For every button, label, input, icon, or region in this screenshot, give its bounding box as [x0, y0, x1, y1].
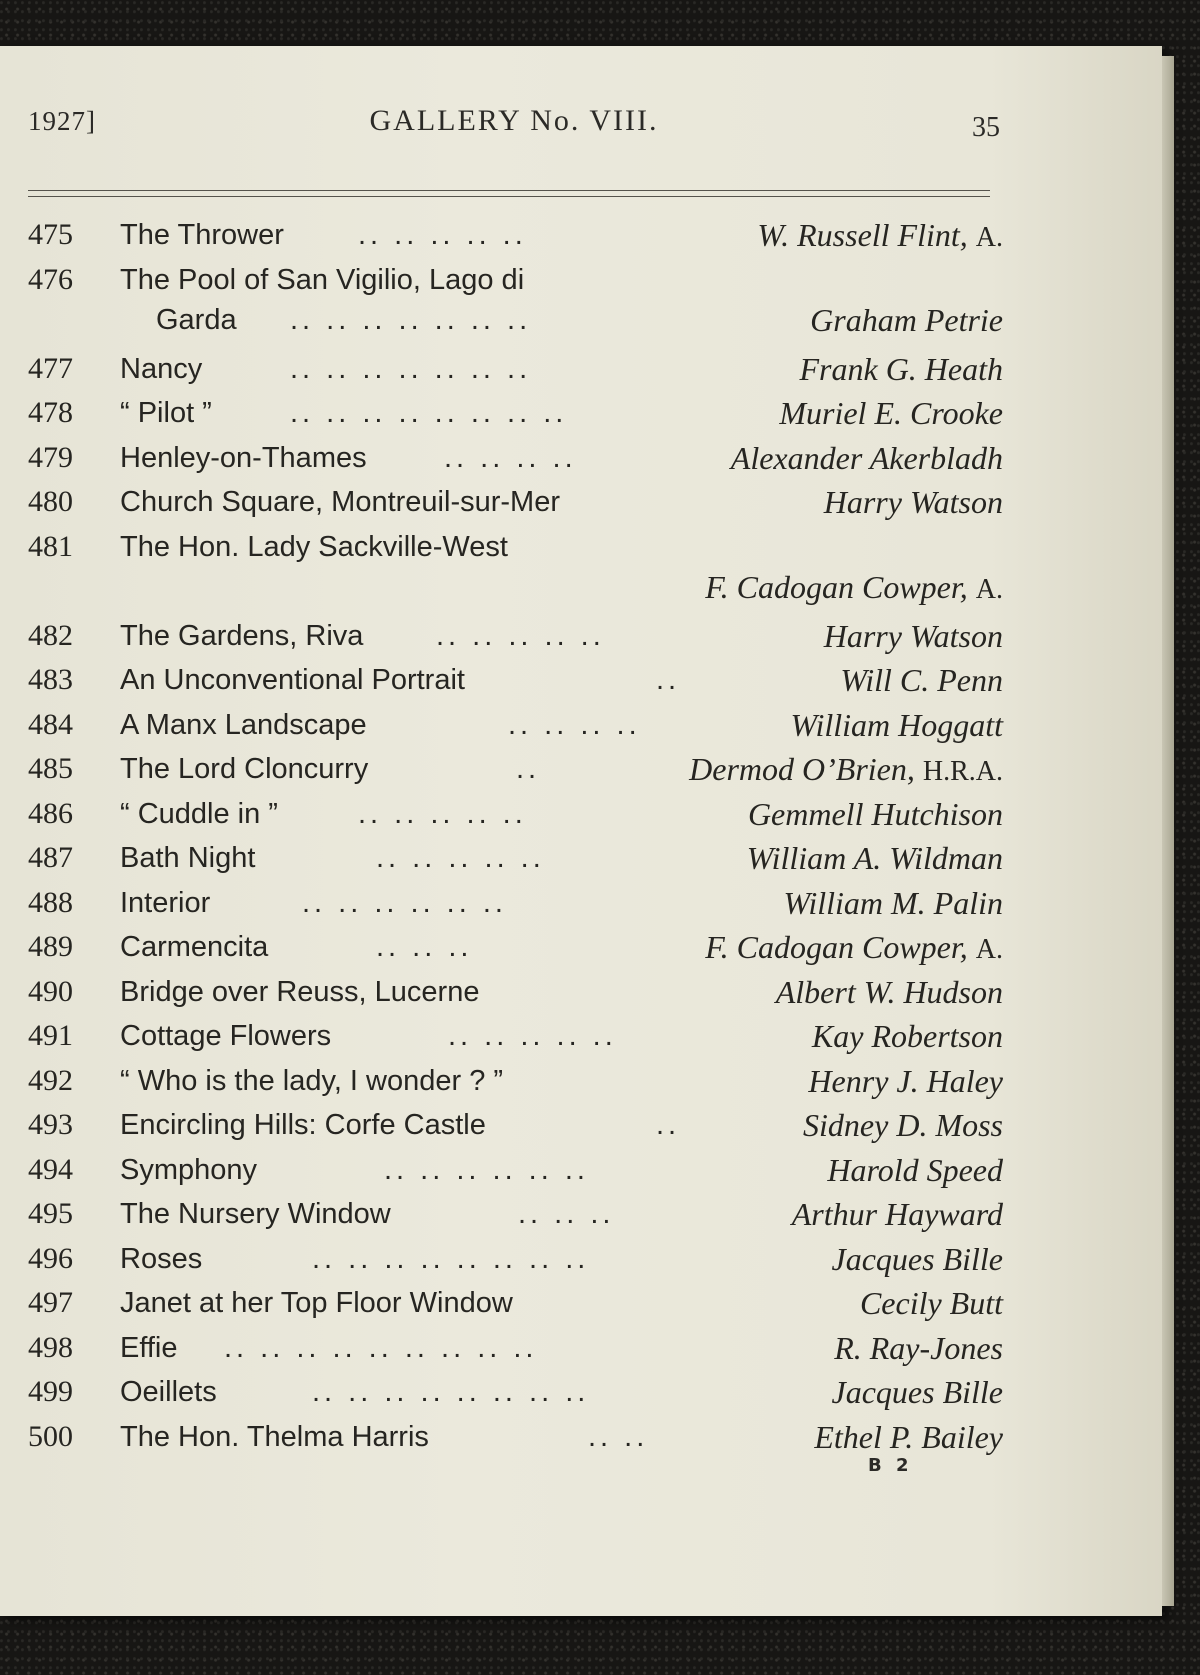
entry-number: 476	[28, 262, 73, 296]
entry-artist: Sidney D. Moss	[803, 1107, 1003, 1143]
catalogue-entry	[28, 393, 1003, 438]
entry-number: 483	[28, 663, 73, 696]
entry-title: The Thrower	[120, 219, 284, 251]
catalogue-entry	[28, 1016, 1003, 1061]
entry-number: 498	[28, 1330, 73, 1364]
dot-leader: .. ..	[588, 1420, 649, 1453]
entry-artist: Harry Watson	[823, 484, 1003, 520]
entry-title: The Lord Cloncurry	[120, 753, 369, 785]
entry-title: Encircling Hills: Corfe Castle	[120, 1109, 486, 1141]
dot-leader: .. .. .. .. ..	[358, 219, 527, 251]
entry-artist: Arthur Hayward	[791, 1196, 1003, 1232]
dot-leader: .. .. ..	[376, 931, 473, 963]
entry-title: Carmencita	[120, 931, 269, 963]
entry-artist: Will C. Penn	[840, 662, 1003, 698]
entry-title: The Nursery Window	[120, 1198, 391, 1230]
entry-artist: Harold Speed	[827, 1151, 1003, 1188]
entry-number: 477	[28, 351, 73, 385]
catalogue-entry	[28, 616, 1003, 661]
entry-title: Henley-on-Thames	[120, 441, 367, 474]
catalogue-entry	[28, 1061, 1003, 1106]
dot-leader: .. .. .. .. .. .. ..	[290, 352, 532, 385]
catalogue-entry	[28, 215, 1003, 260]
entry-artist: W. Russell Flint, A.	[757, 217, 1003, 253]
entry-title: “ Cuddle in ”	[120, 797, 278, 830]
entry-number: 475	[28, 218, 73, 251]
dot-leader: .. .. .. .. .. .. ..	[290, 303, 532, 336]
entry-artist: Muriel E. Crooke	[779, 395, 1003, 431]
entry-number: 489	[28, 930, 73, 963]
dot-leader: .. .. .. .. .. ..	[302, 886, 507, 919]
entry-number: 479	[28, 440, 73, 474]
entry-number: 486	[28, 796, 73, 830]
dot-leader: ..	[516, 753, 541, 785]
entry-number: 480	[28, 485, 73, 518]
entry-artist: F. Cadogan Cowper, A.	[705, 568, 1003, 605]
dot-leader: .. .. .. .. ..	[436, 619, 605, 652]
entry-number: 491	[28, 1019, 73, 1052]
entry-title: The Gardens, Riva	[120, 619, 364, 652]
entry-title: Roses	[120, 1242, 203, 1275]
entry-number: 496	[28, 1241, 73, 1275]
entry-number: 494	[28, 1152, 73, 1186]
catalogue-entry	[28, 1372, 1003, 1417]
catalogue-entry	[28, 1417, 1003, 1462]
entry-title: Church Square, Montreuil-sur-Mer	[120, 486, 560, 518]
dot-leader: .. .. .. ..	[444, 441, 577, 474]
entry-artist: Graham Petrie	[810, 301, 1003, 338]
entry-title: Janet at her Top Floor Window	[120, 1287, 513, 1319]
entry-artist: Cecily Butt	[859, 1285, 1003, 1321]
entry-number: 499	[28, 1375, 73, 1408]
catalogue-entry	[28, 260, 1003, 349]
entry-title: Cottage Flowers	[120, 1020, 332, 1052]
entry-number: 488	[28, 885, 73, 919]
header-year: 1927]	[28, 106, 96, 136]
entry-artist: Albert W. Hudson	[775, 973, 1003, 1010]
entry-number: 484	[28, 707, 73, 741]
catalogue-entry	[28, 794, 1003, 839]
page-title: GALLERY No. VIII.	[369, 104, 659, 137]
entry-artist: R. Ray-Jones	[834, 1329, 1003, 1366]
entry-title: “ Pilot ”	[120, 397, 212, 429]
entry-artist: Frank G. Heath	[799, 350, 1003, 387]
dot-leader: .. .. .. .. .. ..	[384, 1153, 589, 1186]
dot-leader: .. .. .. ..	[508, 708, 641, 741]
entry-title: Nancy	[120, 352, 203, 385]
entry-artist: Harry Watson	[823, 617, 1003, 654]
dot-leader: .. .. .. .. ..	[448, 1020, 617, 1052]
entry-title-continued: Garda	[156, 303, 237, 336]
entry-artist: William M. Palin	[783, 884, 1003, 921]
catalogue-entry-list	[28, 215, 1003, 1461]
entry-title: An Unconventional Portrait	[120, 664, 465, 696]
entry-title: Symphony	[120, 1153, 258, 1186]
entry-artist: Ethel P. Bailey	[814, 1418, 1003, 1455]
entry-artist: Kay Robertson	[811, 1018, 1003, 1054]
dot-leader: .. .. .. .. .. .. .. .. ..	[224, 1331, 538, 1364]
entry-number: 497	[28, 1286, 73, 1319]
catalogue-entry	[28, 660, 1003, 705]
catalogue-entry	[28, 1239, 1003, 1284]
entry-title: A Manx Landscape	[120, 708, 367, 741]
entry-number: 478	[28, 396, 73, 429]
signature-mark: B 2	[868, 1455, 913, 1476]
catalogue-entry	[28, 438, 1003, 483]
entry-artist: F. Cadogan Cowper, A.	[705, 929, 1003, 965]
dot-leader: .. .. .. .. .. .. .. ..	[290, 397, 568, 429]
running-head	[28, 96, 1000, 146]
dot-leader: .. .. .. .. .. .. .. ..	[312, 1376, 590, 1408]
catalogue-entry	[28, 883, 1003, 928]
dot-leader: .. .. .. .. ..	[358, 797, 527, 830]
entry-artist: Jacques Bille	[831, 1240, 1003, 1277]
dot-leader: .. .. ..	[518, 1198, 615, 1230]
entry-number: 492	[28, 1063, 73, 1097]
entry-number: 500	[28, 1419, 73, 1453]
entry-title: “ Who is the lady, I wonder ? ”	[120, 1064, 504, 1097]
catalogue-entry	[28, 972, 1003, 1017]
dot-leader: ..	[656, 1109, 681, 1141]
catalogue-entry	[28, 482, 1003, 527]
entry-artist: Alexander Akerbladh	[730, 439, 1003, 476]
dot-leader: .. .. .. .. ..	[376, 842, 545, 874]
page-edge	[1162, 56, 1174, 1606]
entry-title: Effie	[120, 1331, 178, 1364]
entry-number: 481	[28, 529, 73, 563]
page-number: 35	[972, 112, 1000, 143]
entry-title: Bridge over Reuss, Lucerne	[120, 975, 480, 1008]
catalogue-entry	[28, 838, 1003, 883]
dot-leader: ..	[656, 664, 681, 696]
entry-artist: William A. Wildman	[746, 840, 1003, 876]
catalogue-entry	[28, 1150, 1003, 1195]
catalogue-entry	[28, 1328, 1003, 1373]
entry-number: 493	[28, 1108, 73, 1141]
entry-number: 495	[28, 1197, 73, 1230]
header-double-rule	[28, 190, 990, 197]
catalogue-entry	[28, 749, 1003, 794]
catalogue-entry	[28, 1194, 1003, 1239]
catalogue-entry	[28, 527, 1003, 616]
catalogue-entry	[28, 1105, 1003, 1150]
entry-title: The Hon. Thelma Harris	[120, 1420, 429, 1453]
entry-number: 490	[28, 974, 73, 1008]
entry-title: Oeillets	[120, 1376, 217, 1408]
entry-artist: Dermod O’Brien, H.R.A.	[689, 751, 1003, 787]
entry-title: Interior	[120, 886, 211, 919]
entry-number: 482	[28, 618, 73, 652]
entry-number: 487	[28, 841, 73, 874]
catalogue-entry	[28, 1283, 1003, 1328]
catalogue-entry	[28, 349, 1003, 394]
entry-artist: William Hoggatt	[790, 706, 1003, 743]
entry-number: 485	[28, 752, 73, 785]
catalogue-entry	[28, 927, 1003, 972]
entry-artist: Gemmell Hutchison	[747, 795, 1003, 832]
dot-leader: .. .. .. .. .. .. .. ..	[312, 1242, 590, 1275]
entry-title: Bath Night	[120, 842, 256, 874]
entry-artist: Henry J. Haley	[808, 1062, 1003, 1099]
entry-artist: Jacques Bille	[831, 1374, 1003, 1410]
catalogue-entry	[28, 705, 1003, 750]
entry-title: The Hon. Lady Sackville-West	[120, 530, 508, 563]
entry-title: The Pool of San Vigilio, Lago di	[120, 263, 525, 296]
